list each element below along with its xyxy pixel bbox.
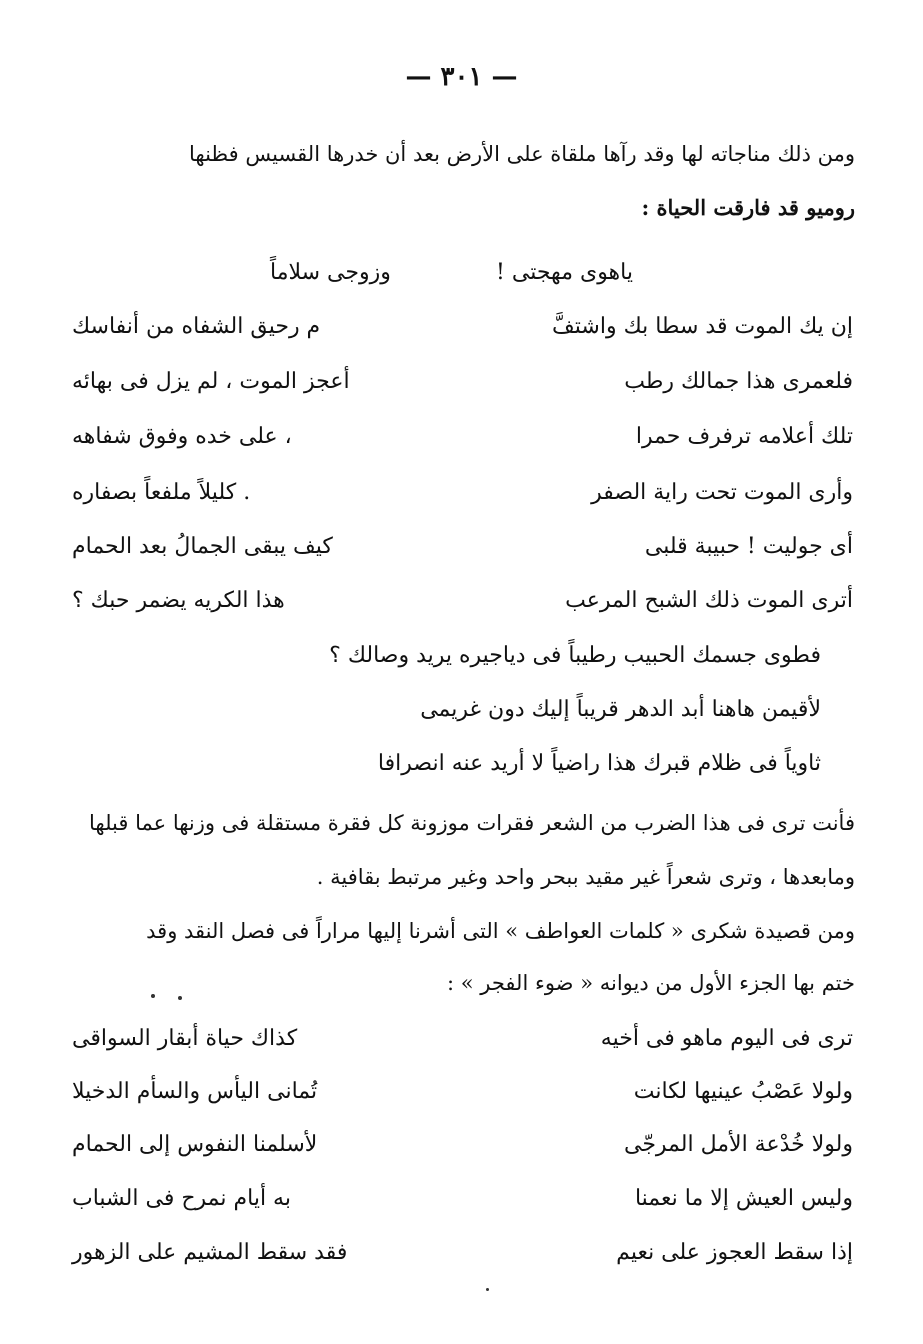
print-speck — [151, 994, 155, 998]
verse-hemistich-left: أعجز الموت ، لم يزل فى بهائه — [72, 369, 350, 394]
verse-hemistich-left: تُمانى اليأس والسأم الدخيلا — [72, 1079, 318, 1104]
verse-hemistich-left: كيف يبقى الجمالُ بعد الحمام — [72, 534, 333, 559]
verse-hemistich-right: ولولا عَصْبُ عينيها لكانت — [633, 1079, 853, 1104]
free-verse-line: ثاوياً فى ظلام قبرك هذا راضياً لا أريد عنه انصرافا — [377, 751, 821, 776]
verse-hemistich-left: هذا الكريه يضمر حبك ؟ — [72, 588, 285, 613]
verse-hemistich-left: م رحيق الشفاه من أنفاسك — [72, 314, 321, 339]
verse-hemistich-right: إن يك الموت قد سطا بك واشتفَّ — [552, 314, 853, 339]
verse-hemistich-left: . كليلاً ملفعاً بصفاره — [72, 480, 251, 505]
paragraph-line: ومن قصيدة شكرى « كلمات العواطف » التى أشرنا إليها مراراً فى فصل النقد وقد — [146, 919, 855, 943]
verse-hemistich-left: به أيام نمرح فى الشباب — [72, 1186, 291, 1211]
page-number: — ٣٠١ — — [405, 62, 518, 92]
verse-hemistich-right: وأرى الموت تحت راية الصفر — [591, 480, 853, 505]
intro-line-1: ومن ذلك مناجاته لها وقد رآها ملقاة على الأرض بعد أن خدرها القسيس فظنها — [188, 142, 855, 166]
verse-hemistich-right: إذا سقط العجوز على نعيم — [616, 1240, 853, 1265]
poem-1-heading-right: ياهوى مهجتى ! — [496, 260, 633, 285]
verse-hemistich-right: أى جوليت ! حبيبة قلبى — [644, 534, 853, 559]
verse-hemistich-left: ، على خده وفوق شفاهه — [72, 424, 292, 449]
print-speck — [178, 996, 182, 1000]
verse-hemistich-right: ترى فى اليوم ماهو فى أخيه — [600, 1026, 853, 1051]
verse-hemistich-right: فلعمرى هذا جمالك رطب — [624, 369, 853, 394]
verse-hemistich-right: وليس العيش إلا ما نعمنا — [634, 1186, 853, 1211]
paragraph-line: ختم بها الجزء الأول من ديوانه « ضوء الفجر » : — [447, 971, 855, 995]
print-speck — [486, 1288, 489, 1291]
poem-1-heading-left: وزوجى سلاماً — [270, 260, 391, 285]
verse-hemistich-right: ولولا خُدْعة الأمل المرجّى — [623, 1132, 853, 1157]
verse-hemistich-right: تلك أعلامه ترفرف حمرا — [635, 424, 853, 449]
paragraph-line: ومابعدها ، وترى شعراً غير مقيد ببحر واحد وغير مرتبط بقافية . — [316, 865, 855, 889]
free-verse-line: لأقيمن هاهنا أبد الدهر قريباً إليك دون غريمى — [420, 697, 821, 722]
verse-hemistich-left: كذاك حياة أبقار السواقى — [72, 1026, 298, 1051]
verse-hemistich-left: لأسلمنا النفوس إلى الحمام — [72, 1132, 318, 1157]
paragraph-line: فأنت ترى فى هذا الضرب من الشعر فقرات موزونة كل فقرة مستقلة فى وزنها عما قبلها — [89, 811, 855, 835]
verse-hemistich-left: فقد سقط المشيم على الزهور — [72, 1240, 348, 1265]
free-verse-line: فطوى جسمك الحبيب رطيباً فى دياجيره يريد وصالك ؟ — [329, 643, 821, 668]
verse-hemistich-right: أترى الموت ذلك الشبح المرعب — [565, 588, 853, 613]
intro-line-2: روميو قد فارقت الحياة : — [641, 195, 855, 220]
